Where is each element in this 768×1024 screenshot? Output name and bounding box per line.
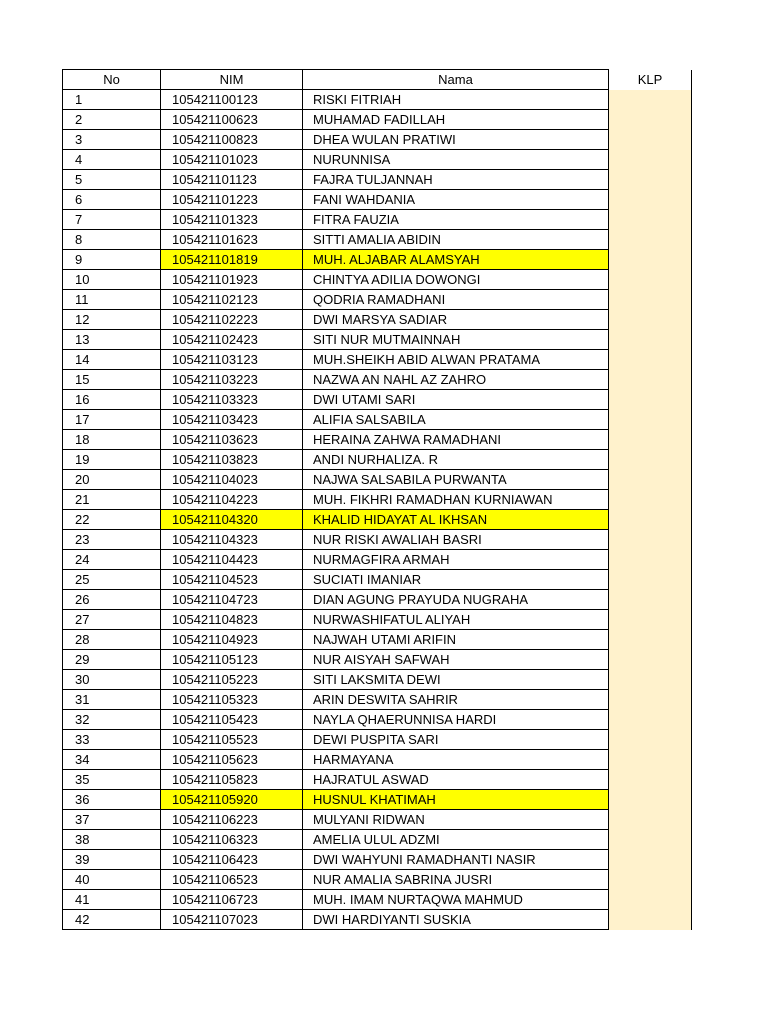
table-row: [63, 330, 692, 350]
table-row: [63, 490, 692, 510]
nama-cell: NURWASHIFATUL ALIYAH: [303, 610, 609, 630]
row-number-cell: 19: [63, 450, 161, 470]
nim-cell: 105421104723: [161, 590, 303, 610]
nim-cell: 105421103423: [161, 410, 303, 430]
klp-cell: [609, 490, 692, 510]
klp-cell: [609, 610, 692, 630]
table-row: [63, 190, 692, 210]
table-row: [63, 290, 692, 310]
nim-cell: 105421101923: [161, 270, 303, 290]
row-number-cell: 38: [63, 830, 161, 850]
nim-cell: 105421103223: [161, 370, 303, 390]
row-number-cell: 13: [63, 330, 161, 350]
nama-cell: FITRA FAUZIA: [303, 210, 609, 230]
row-number-cell: 26: [63, 590, 161, 610]
nama-cell: MUH. ALJABAR ALAMSYAH: [303, 250, 609, 270]
table-row: [63, 350, 692, 370]
table-row: [63, 250, 692, 270]
row-number-cell: 32: [63, 710, 161, 730]
nim-cell: 105421105423: [161, 710, 303, 730]
row-number-cell: 16: [63, 390, 161, 410]
nama-cell: CHINTYA ADILIA DOWONGI: [303, 270, 609, 290]
nim-cell: 105421104523: [161, 570, 303, 590]
nim-cell: 105421107023: [161, 910, 303, 930]
table-row: [63, 610, 692, 630]
table-row: [63, 110, 692, 130]
klp-cell: [609, 450, 692, 470]
table-row: [63, 510, 692, 530]
row-number-cell: 41: [63, 890, 161, 910]
nim-cell: 105421103323: [161, 390, 303, 410]
klp-cell: [609, 250, 692, 270]
nim-cell: 105421104423: [161, 550, 303, 570]
nama-cell: NUR RISKI AWALIAH BASRI: [303, 530, 609, 550]
table-row: [63, 710, 692, 730]
nim-cell: 105421104923: [161, 630, 303, 650]
klp-cell: [609, 190, 692, 210]
nama-cell: FAJRA TULJANNAH: [303, 170, 609, 190]
klp-cell: [609, 590, 692, 610]
nim-cell: 105421104023: [161, 470, 303, 490]
klp-cell: [609, 150, 692, 170]
row-number-cell: 15: [63, 370, 161, 390]
table-row: [63, 530, 692, 550]
klp-cell: [609, 630, 692, 650]
column-header-nim: NIM: [161, 70, 303, 90]
row-number-cell: 8: [63, 230, 161, 250]
table-row: [63, 630, 692, 650]
klp-cell: [609, 790, 692, 810]
nim-cell: 105421101623: [161, 230, 303, 250]
nim-cell: 105421104320: [161, 510, 303, 530]
column-header-klp: KLP: [609, 70, 692, 90]
klp-cell: [609, 470, 692, 490]
nama-cell: ARIN DESWITA SAHRIR: [303, 690, 609, 710]
nim-cell: 105421100623: [161, 110, 303, 130]
row-number-cell: 25: [63, 570, 161, 590]
table-row: [63, 150, 692, 170]
row-number-cell: 4: [63, 150, 161, 170]
table-row: [63, 570, 692, 590]
nama-cell: NURMAGFIRA ARMAH: [303, 550, 609, 570]
klp-cell: [609, 710, 692, 730]
nama-cell: DWI WAHYUNI RAMADHANTI NASIR: [303, 850, 609, 870]
nim-cell: 105421103623: [161, 430, 303, 450]
row-number-cell: 12: [63, 310, 161, 330]
klp-cell: [609, 330, 692, 350]
klp-cell: [609, 770, 692, 790]
klp-cell: [609, 270, 692, 290]
nama-cell: NAZWA AN NAHL AZ ZAHRO: [303, 370, 609, 390]
nim-cell: 105421105523: [161, 730, 303, 750]
table-row: [63, 390, 692, 410]
row-number-cell: 37: [63, 810, 161, 830]
row-number-cell: 24: [63, 550, 161, 570]
table-row: [63, 170, 692, 190]
nama-cell: HAJRATUL ASWAD: [303, 770, 609, 790]
klp-cell: [609, 210, 692, 230]
row-number-cell: 1: [63, 90, 161, 110]
nim-cell: 105421101223: [161, 190, 303, 210]
klp-cell: [609, 830, 692, 850]
klp-cell: [609, 750, 692, 770]
nama-cell: NURUNNISA: [303, 150, 609, 170]
row-number-cell: 36: [63, 790, 161, 810]
row-number-cell: 28: [63, 630, 161, 650]
nim-cell: 105421104223: [161, 490, 303, 510]
row-number-cell: 22: [63, 510, 161, 530]
nama-cell: KHALID HIDAYAT AL IKHSAN: [303, 510, 609, 530]
table-row: [63, 550, 692, 570]
row-number-cell: 39: [63, 850, 161, 870]
table-row: [63, 310, 692, 330]
table-row: [63, 650, 692, 670]
klp-cell: [609, 510, 692, 530]
nama-cell: ANDI NURHALIZA. R: [303, 450, 609, 470]
nim-cell: 105421105223: [161, 670, 303, 690]
table-row: [63, 870, 692, 890]
nama-cell: SITI LAKSMITA DEWI: [303, 670, 609, 690]
nim-cell: 105421106423: [161, 850, 303, 870]
nama-cell: FANI WAHDANIA: [303, 190, 609, 210]
row-number-cell: 40: [63, 870, 161, 890]
nim-cell: 105421106323: [161, 830, 303, 850]
row-number-cell: 14: [63, 350, 161, 370]
table-row: [63, 590, 692, 610]
nim-cell: 105421105623: [161, 750, 303, 770]
nim-cell: 105421101323: [161, 210, 303, 230]
nama-cell: SITTI AMALIA ABIDIN: [303, 230, 609, 250]
klp-cell: [609, 170, 692, 190]
row-number-cell: 18: [63, 430, 161, 450]
klp-cell: [609, 430, 692, 450]
klp-cell: [609, 230, 692, 250]
nim-cell: 105421103823: [161, 450, 303, 470]
table-row: [63, 130, 692, 150]
table-row: [63, 670, 692, 690]
nama-cell: AMELIA ULUL ADZMI: [303, 830, 609, 850]
table-row: [63, 370, 692, 390]
klp-cell: [609, 730, 692, 750]
klp-cell: [609, 350, 692, 370]
nama-cell: HARMAYANA: [303, 750, 609, 770]
table-row: [63, 750, 692, 770]
nim-cell: 105421102423: [161, 330, 303, 350]
table-row: [63, 690, 692, 710]
row-number-cell: 30: [63, 670, 161, 690]
klp-cell: [609, 310, 692, 330]
klp-cell: [609, 370, 692, 390]
klp-cell: [609, 690, 692, 710]
nim-cell: 105421101123: [161, 170, 303, 190]
nama-cell: DWI HARDIYANTI SUSKIA: [303, 910, 609, 930]
klp-cell: [609, 890, 692, 910]
table-row: [63, 850, 692, 870]
klp-cell: [609, 910, 692, 930]
nama-cell: NUR AISYAH SAFWAH: [303, 650, 609, 670]
nama-cell: DWI MARSYA SADIAR: [303, 310, 609, 330]
row-number-cell: 2: [63, 110, 161, 130]
nama-cell: RISKI FITRIAH: [303, 90, 609, 110]
row-number-cell: 34: [63, 750, 161, 770]
klp-cell: [609, 870, 692, 890]
nim-cell: 105421103123: [161, 350, 303, 370]
nim-cell: 105421104323: [161, 530, 303, 550]
nama-cell: SUCIATI IMANIAR: [303, 570, 609, 590]
row-number-cell: 23: [63, 530, 161, 550]
table-row: [63, 430, 692, 450]
nama-cell: NAJWAH UTAMI ARIFIN: [303, 630, 609, 650]
nama-cell: DWI UTAMI SARI: [303, 390, 609, 410]
table-body: [63, 90, 692, 930]
nama-cell: MUH. FIKHRI RAMADHAN KURNIAWAN: [303, 490, 609, 510]
table-row: [63, 810, 692, 830]
nim-cell: 105421104823: [161, 610, 303, 630]
nama-cell: MUH.SHEIKH ABID ALWAN PRATAMA: [303, 350, 609, 370]
table-row: [63, 230, 692, 250]
column-header-no: No: [63, 70, 161, 90]
column-header-nama: Nama: [303, 70, 609, 90]
nama-cell: NUR AMALIA SABRINA JUSRI: [303, 870, 609, 890]
klp-cell: [609, 650, 692, 670]
klp-cell: [609, 550, 692, 570]
nama-cell: DEWI PUSPITA SARI: [303, 730, 609, 750]
table-row: [63, 910, 692, 930]
nama-cell: MULYANI RIDWAN: [303, 810, 609, 830]
header-row: [63, 70, 692, 90]
klp-cell: [609, 90, 692, 110]
row-number-cell: 10: [63, 270, 161, 290]
student-table: [62, 69, 692, 930]
table-row: [63, 470, 692, 490]
nim-cell: 105421105323: [161, 690, 303, 710]
nim-cell: 105421106523: [161, 870, 303, 890]
nama-cell: QODRIA RAMADHANI: [303, 290, 609, 310]
table-row: [63, 790, 692, 810]
table-row: [63, 410, 692, 430]
klp-cell: [609, 530, 692, 550]
klp-cell: [609, 810, 692, 830]
nama-cell: NAYLA QHAERUNNISA HARDI: [303, 710, 609, 730]
nama-cell: ALIFIA SALSABILA: [303, 410, 609, 430]
nama-cell: SITI NUR MUTMAINNAH: [303, 330, 609, 350]
row-number-cell: 17: [63, 410, 161, 430]
klp-cell: [609, 410, 692, 430]
nim-cell: 105421101023: [161, 150, 303, 170]
row-number-cell: 33: [63, 730, 161, 750]
row-number-cell: 42: [63, 910, 161, 930]
klp-cell: [609, 110, 692, 130]
klp-cell: [609, 850, 692, 870]
nim-cell: 105421100123: [161, 90, 303, 110]
row-number-cell: 21: [63, 490, 161, 510]
row-number-cell: 20: [63, 470, 161, 490]
klp-cell: [609, 570, 692, 590]
nim-cell: 105421102123: [161, 290, 303, 310]
row-number-cell: 35: [63, 770, 161, 790]
table-row: [63, 90, 692, 110]
row-number-cell: 9: [63, 250, 161, 270]
nim-cell: 105421105823: [161, 770, 303, 790]
nim-cell: 105421102223: [161, 310, 303, 330]
table-row: [63, 210, 692, 230]
row-number-cell: 3: [63, 130, 161, 150]
row-number-cell: 11: [63, 290, 161, 310]
row-number-cell: 29: [63, 650, 161, 670]
klp-cell: [609, 130, 692, 150]
nim-cell: 105421105920: [161, 790, 303, 810]
nama-cell: MUHAMAD FADILLAH: [303, 110, 609, 130]
row-number-cell: 31: [63, 690, 161, 710]
table-row: [63, 730, 692, 750]
table-row: [63, 830, 692, 850]
nama-cell: MUH. IMAM NURTAQWA MAHMUD: [303, 890, 609, 910]
row-number-cell: 6: [63, 190, 161, 210]
nim-cell: 105421100823: [161, 130, 303, 150]
nim-cell: 105421106723: [161, 890, 303, 910]
nim-cell: 105421101819: [161, 250, 303, 270]
table-row: [63, 770, 692, 790]
table-row: [63, 450, 692, 470]
nama-cell: NAJWA SALSABILA PURWANTA: [303, 470, 609, 490]
nim-cell: 105421105123: [161, 650, 303, 670]
row-number-cell: 7: [63, 210, 161, 230]
table-header: [63, 70, 692, 90]
row-number-cell: 5: [63, 170, 161, 190]
row-number-cell: 27: [63, 610, 161, 630]
nama-cell: DIAN AGUNG PRAYUDA NUGRAHA: [303, 590, 609, 610]
nama-cell: DHEA WULAN PRATIWI: [303, 130, 609, 150]
klp-cell: [609, 290, 692, 310]
table-row: [63, 890, 692, 910]
table-row: [63, 270, 692, 290]
nim-cell: 105421106223: [161, 810, 303, 830]
klp-cell: [609, 670, 692, 690]
nama-cell: HERAINA ZAHWA RAMADHANI: [303, 430, 609, 450]
klp-cell: [609, 390, 692, 410]
nama-cell: HUSNUL KHATIMAH: [303, 790, 609, 810]
